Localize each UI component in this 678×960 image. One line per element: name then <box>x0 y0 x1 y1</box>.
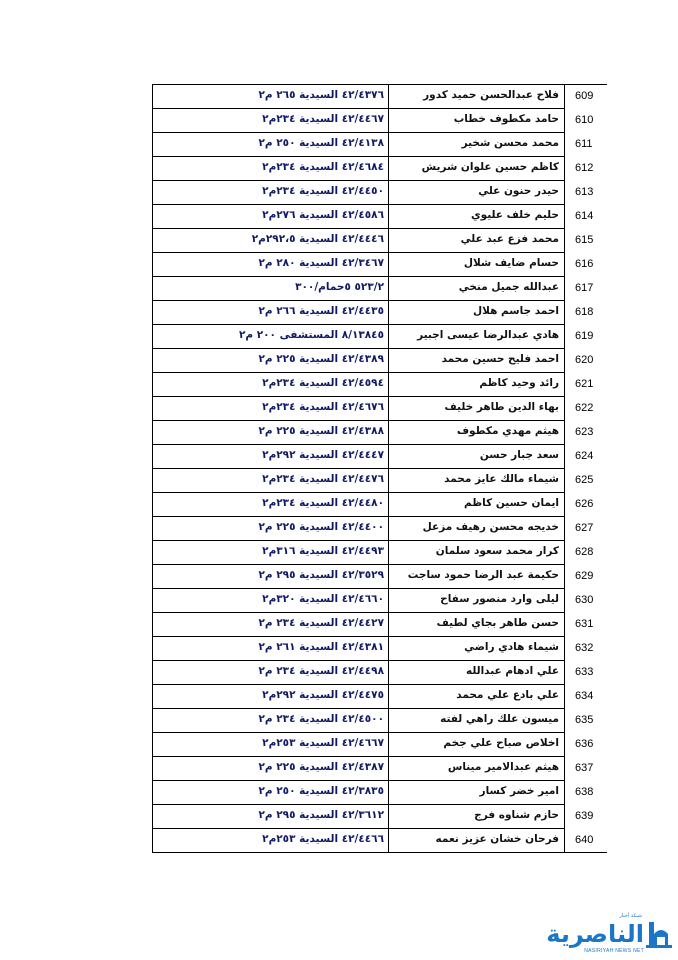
name-text: هادي عبدالرضا عيسى اجبير <box>417 329 559 341</box>
serial-number-cell <box>565 709 608 733</box>
serial-number-text: 640 <box>575 834 594 846</box>
name-text: كرار محمد سعود سلمان <box>435 545 559 557</box>
serial-number-cell <box>565 397 608 421</box>
name-text: شيماء هادي راضي <box>464 641 559 653</box>
plot-details-text: ٤٢/٤٤٤٦ السيدية ٢٩٢،٥م٢ <box>251 233 384 245</box>
serial-number-text: 635 <box>575 714 594 726</box>
serial-number-text: 631 <box>575 618 594 630</box>
name-cell <box>389 133 565 157</box>
table-row <box>153 325 608 349</box>
serial-number-text: 621 <box>575 378 594 390</box>
plot-details-cell <box>153 589 389 613</box>
serial-number-text: 638 <box>575 786 594 798</box>
plot-details-cell <box>153 205 389 229</box>
name-text: محمد فزع عبد علي <box>460 233 559 245</box>
plot-details-cell <box>153 445 389 469</box>
table-row <box>153 85 608 109</box>
plot-details-cell <box>153 781 389 805</box>
plot-details-text: ٤٢/٤٤٠٠ السيدية ٢٢٥ م٢ <box>258 521 384 533</box>
name-cell <box>389 709 565 733</box>
serial-number-cell <box>565 253 608 277</box>
serial-number-text: 614 <box>575 210 594 222</box>
name-text: حازم شناوه فرج <box>474 809 559 821</box>
table-row <box>153 421 608 445</box>
plot-details-text: ٨/١٣٨٤٥ المستشفى ٢٠٠ م٢ <box>238 329 384 341</box>
serial-number-cell <box>565 205 608 229</box>
plot-details-text: ٤٢/٤٦٦٧ السيدية ٢٥٣م٢ <box>262 737 384 749</box>
serial-number-text: 636 <box>575 738 594 750</box>
serial-number-cell <box>565 829 608 853</box>
serial-number-text: 637 <box>575 762 594 774</box>
plot-details-text: ٤٢/٤٦٨٤ السيدية ٢٣٤م٢ <box>262 161 384 173</box>
table-row <box>153 613 608 637</box>
serial-number-cell <box>565 325 608 349</box>
table-row <box>153 517 608 541</box>
table-row <box>153 685 608 709</box>
serial-number-text: 630 <box>575 594 594 606</box>
table-row <box>153 565 608 589</box>
plot-details-cell <box>153 157 389 181</box>
name-cell <box>389 325 565 349</box>
table-row <box>153 373 608 397</box>
name-cell <box>389 109 565 133</box>
name-text: سعد جبار حسن <box>479 449 559 461</box>
serial-number-text: 618 <box>575 306 594 318</box>
table-row <box>153 589 608 613</box>
plot-details-cell <box>153 181 389 205</box>
name-cell <box>389 493 565 517</box>
plot-details-cell <box>153 517 389 541</box>
plot-details-text: ٤٢/٤٤٩٣ السيدية ٣١٦م٢ <box>262 545 384 557</box>
plot-details-text: ٤٢/٤٤٢٧ السيدية ٢٣٤ م٢ <box>258 617 384 629</box>
serial-number-text: 624 <box>575 450 594 462</box>
serial-number-cell <box>565 181 608 205</box>
name-text: شيماء مالك عايز محمد <box>444 473 559 485</box>
plot-details-cell <box>153 661 389 685</box>
name-text: حيدر حنون علي <box>478 185 559 197</box>
table-row <box>153 253 608 277</box>
plot-details-text: ٤٢/٤٤٦٦ السيدية ٢٥٣م٢ <box>262 833 384 845</box>
plot-details-cell <box>153 757 389 781</box>
serial-number-text: 615 <box>575 234 594 246</box>
name-text: علي ادهام عبدالله <box>465 665 559 677</box>
name-cell <box>389 565 565 589</box>
name-text: خديجه محسن رهيف مزعل <box>422 521 559 533</box>
serial-number-text: 616 <box>575 258 594 270</box>
table-row <box>153 637 608 661</box>
plot-details-cell <box>153 493 389 517</box>
plot-details-cell <box>153 469 389 493</box>
table-row <box>153 301 608 325</box>
table-row <box>153 157 608 181</box>
plot-details-text: ٤٢/٤٤٦٧ السيدية ٢٣٤م٢ <box>262 113 384 125</box>
serial-number-cell <box>565 781 608 805</box>
name-cell <box>389 181 565 205</box>
plot-details-text: ٤٢/٤٣٨٧ السيدية ٢٢٥ م٢ <box>258 761 384 773</box>
plot-details-text: ٤٢/٤٣٨١ السيدية ٢٦١ م٢ <box>258 641 384 653</box>
table-row <box>153 109 608 133</box>
plot-details-cell <box>153 613 389 637</box>
name-cell <box>389 253 565 277</box>
serial-number-cell <box>565 613 608 637</box>
serial-number-cell <box>565 733 608 757</box>
serial-number-cell <box>565 589 608 613</box>
serial-number-cell <box>565 493 608 517</box>
name-text: هيثم عبدالامير ميناس <box>447 761 559 773</box>
plot-details-cell <box>153 373 389 397</box>
name-text: ايمان حسين كاظم <box>464 497 559 509</box>
name-cell <box>389 637 565 661</box>
plot-details-cell <box>153 349 389 373</box>
name-text: احمد جاسم هلال <box>472 305 559 317</box>
table-row <box>153 661 608 685</box>
serial-number-cell <box>565 349 608 373</box>
name-cell <box>389 157 565 181</box>
name-cell <box>389 397 565 421</box>
serial-number-cell <box>565 541 608 565</box>
serial-number-text: 632 <box>575 642 594 654</box>
table-row <box>153 205 608 229</box>
serial-number-text: 620 <box>575 354 594 366</box>
name-text: امير خضر كسار <box>479 785 559 797</box>
name-text: هيثم مهدي مكطوف <box>456 425 559 437</box>
table-row <box>153 445 608 469</box>
table-row <box>153 805 608 829</box>
plot-details-cell <box>153 397 389 421</box>
plot-details-cell <box>153 637 389 661</box>
table-row <box>153 733 608 757</box>
table-row <box>153 133 608 157</box>
name-cell <box>389 373 565 397</box>
name-text: احمد فليح حسين محمد <box>441 353 559 365</box>
plot-details-cell <box>153 301 389 325</box>
table-row <box>153 469 608 493</box>
plot-details-cell <box>153 133 389 157</box>
name-text: بهاء الدين طاهر خليف <box>444 401 559 413</box>
table-row <box>153 757 608 781</box>
table-row <box>153 181 608 205</box>
serial-number-text: 628 <box>575 546 594 558</box>
name-cell <box>389 205 565 229</box>
serial-number-cell <box>565 421 608 445</box>
plot-details-text: ٤٢/٤٤٥٠ السيدية ٢٣٤م٢ <box>262 185 384 197</box>
serial-number-text: 617 <box>575 282 594 294</box>
plot-details-text: ٤٢/٤٤٩٨ السيدية ٢٣٤ م٢ <box>258 665 384 677</box>
name-cell <box>389 781 565 805</box>
plot-details-cell <box>153 109 389 133</box>
table-row <box>153 397 608 421</box>
plot-details-text: ٤٢/٤٥٩٤ السيدية ٢٣٤م٢ <box>262 377 384 389</box>
name-cell <box>389 421 565 445</box>
plot-details-text: ٤٢/٣٥٢٩ السيدية ٢٩٥ م٢ <box>258 569 384 581</box>
table-row <box>153 349 608 373</box>
name-cell <box>389 517 565 541</box>
name-text: ليلى وارد منصور سفاح <box>440 593 559 605</box>
plot-details-text: ٤٢/٤٤٤٧ السيدية ٢٩٢م٢ <box>262 449 384 461</box>
name-text: ميسون علك راهي لفته <box>440 713 559 725</box>
serial-number-text: 627 <box>575 522 594 534</box>
logo-tagline: شبكة أخبار <box>619 913 642 919</box>
serial-number-cell <box>565 757 608 781</box>
plot-details-text: ٤٢/٤٤٨٠ السيدية ٢٣٤م٢ <box>262 497 384 509</box>
name-cell <box>389 589 565 613</box>
name-cell <box>389 469 565 493</box>
name-cell <box>389 757 565 781</box>
plot-details-cell <box>153 565 389 589</box>
plot-details-text: ٤٢/٤٤٣٥ السيدية ٢٦٦ م٢ <box>258 305 384 317</box>
name-cell <box>389 349 565 373</box>
serial-number-cell <box>565 805 608 829</box>
plot-details-cell <box>153 325 389 349</box>
plot-details-text: ٤٢/٤١٣٨ السيدية ٢٥٠ م٢ <box>258 137 384 149</box>
plot-details-text: ٤٢/٤٦٦٠ السيدية ٣٢٠م٢ <box>262 593 384 605</box>
serial-number-cell <box>565 661 608 685</box>
serial-number-cell <box>565 685 608 709</box>
name-cell <box>389 277 565 301</box>
serial-number-text: 639 <box>575 810 594 822</box>
name-cell <box>389 805 565 829</box>
serial-number-text: 611 <box>575 138 593 150</box>
name-text: علي بادع علي محمد <box>456 689 559 701</box>
table-row <box>153 829 608 853</box>
plot-details-text: ٤٢/٤٦٧٦ السيدية ٢٣٤م٢ <box>262 401 384 413</box>
name-text: حكيمة عبد الرضا حمود ساجت <box>407 569 559 581</box>
plot-details-cell <box>153 541 389 565</box>
logo-wordmark: الناصرية <box>546 920 644 948</box>
name-text: حسن طاهر بجاي لطيف <box>436 617 559 629</box>
serial-number-text: 612 <box>575 162 594 174</box>
name-cell <box>389 829 565 853</box>
name-cell <box>389 445 565 469</box>
plot-details-cell <box>153 805 389 829</box>
minaret-logo-icon <box>646 920 672 948</box>
serial-number-cell <box>565 637 608 661</box>
serial-number-text: 613 <box>575 186 594 198</box>
serial-number-cell <box>565 469 608 493</box>
name-cell <box>389 661 565 685</box>
plot-details-cell <box>153 229 389 253</box>
name-text: اخلاص صباح علي جخم <box>443 737 559 749</box>
serial-number-cell <box>565 517 608 541</box>
name-cell <box>389 733 565 757</box>
plot-details-text: ٤٢/٤٣٨٨ السيدية ٢٢٥ م٢ <box>258 425 384 437</box>
plot-details-cell <box>153 709 389 733</box>
plot-details-text: ٥٢٣/٢ ٥حمام/٣٠٠ <box>295 281 384 293</box>
serial-number-text: 629 <box>575 570 594 582</box>
plot-details-text: ٤٢/٤٤٧٦ السيدية ٢٣٤م٢ <box>262 473 384 485</box>
name-text: رائد وحيد كاظم <box>479 377 559 389</box>
table-row <box>153 229 608 253</box>
plot-details-text: ٤٢/٤٤٧٥ السيدية ٢٩٢م٢ <box>262 689 384 701</box>
table-row <box>153 277 608 301</box>
serial-number-text: 633 <box>575 666 594 678</box>
serial-number-text: 634 <box>575 690 594 702</box>
serial-number-text: 625 <box>575 474 594 486</box>
name-cell <box>389 613 565 637</box>
nasiriyah-news-logo <box>546 913 674 956</box>
serial-number-cell <box>565 301 608 325</box>
serial-number-text: 623 <box>575 426 594 438</box>
name-text: عبدالله جميل منخي <box>458 281 559 293</box>
serial-number-cell <box>565 157 608 181</box>
name-text: فلاح عبدالحسن حميد كدور <box>423 89 559 101</box>
name-text: محمد محسن شخير <box>461 137 559 149</box>
land-allocation-table <box>152 84 607 853</box>
name-text: كاظم حسين علوان شريش <box>421 161 559 173</box>
serial-number-cell <box>565 277 608 301</box>
table-row <box>153 709 608 733</box>
plot-details-cell <box>153 685 389 709</box>
serial-number-cell <box>565 229 608 253</box>
plot-details-cell <box>153 421 389 445</box>
name-cell <box>389 541 565 565</box>
plot-details-cell <box>153 277 389 301</box>
serial-number-text: 619 <box>575 330 594 342</box>
plot-details-cell <box>153 733 389 757</box>
serial-number-cell <box>565 133 608 157</box>
name-cell <box>389 301 565 325</box>
table-row <box>153 781 608 805</box>
plot-details-text: ٤٢/٣٦١٢ السيدية ٢٩٥ م٢ <box>258 809 384 821</box>
name-text: فرحان خشان عزيز نعمه <box>435 833 559 845</box>
serial-number-cell <box>565 85 608 109</box>
name-text: حامد مكطوف خطاب <box>453 113 559 125</box>
serial-number-text: 609 <box>575 90 594 102</box>
serial-number-text: 626 <box>575 498 594 510</box>
plot-details-cell <box>153 85 389 109</box>
name-text: حسام ضايف شلال <box>463 257 559 269</box>
plot-details-cell <box>153 253 389 277</box>
serial-number-cell <box>565 445 608 469</box>
table-row <box>153 541 608 565</box>
name-cell <box>389 229 565 253</box>
serial-number-cell <box>565 109 608 133</box>
table-row <box>153 493 608 517</box>
name-text: حليم خلف عليوي <box>471 209 559 221</box>
plot-details-text: ٤٢/٣٨٣٥ السيدية ٢٥٠ م٢ <box>258 785 384 797</box>
serial-number-cell <box>565 565 608 589</box>
plot-details-text: ٤٢/٤٣٨٩ السيدية ٢٢٥ م٢ <box>258 353 384 365</box>
plot-details-text: ٤٢/٤٥٠٠ السيدية ٢٣٤ م٢ <box>258 713 384 725</box>
serial-number-text: 610 <box>575 114 594 126</box>
name-cell <box>389 685 565 709</box>
logo-subtitle: NASIRIYAH NEWS NET <box>584 948 644 954</box>
name-cell <box>389 85 565 109</box>
plot-details-text: ٤٢/٣٤٦٧ السيدية ٢٨٠ م٢ <box>258 257 384 269</box>
serial-number-text: 622 <box>575 402 594 414</box>
serial-number-cell <box>565 373 608 397</box>
plot-details-text: ٤٢/٤٥٨٦ السيدية ٢٧٦م٢ <box>262 209 384 221</box>
plot-details-text: ٤٢/٤٣٧٦ السيدية ٢٦٥ م٢ <box>258 89 384 101</box>
plot-details-cell <box>153 829 389 853</box>
